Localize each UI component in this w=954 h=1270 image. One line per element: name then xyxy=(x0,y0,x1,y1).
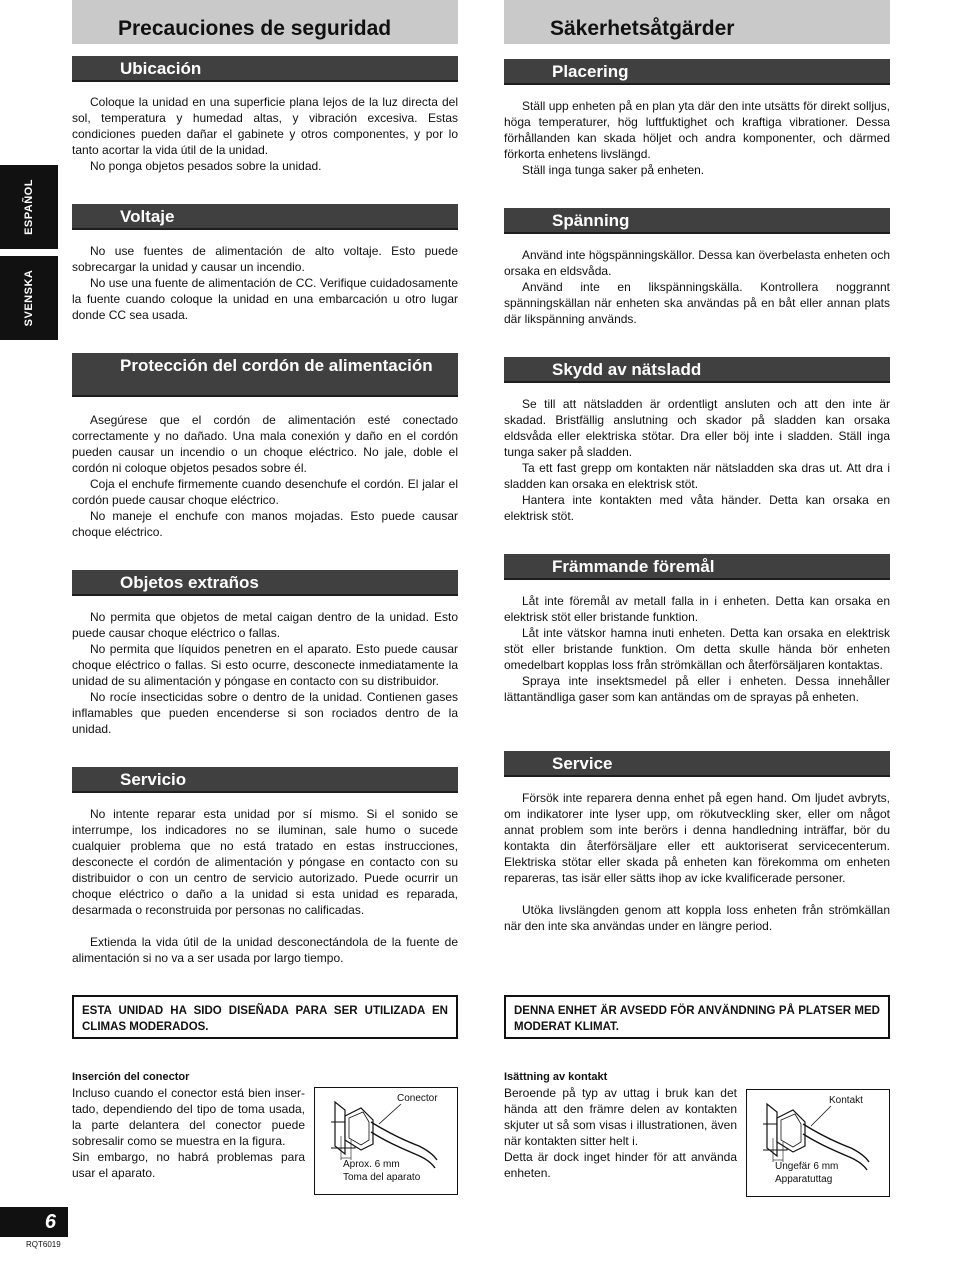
figure-label-size: Ungefär 6 mm xyxy=(775,1161,839,1172)
paragraph: Låt inte vätskor hamna inuti enheten. Detta kan orsaka en elektrisk stöt eller bristande funktion. Om detta skulle hända bör enheten omedelbart kopplas loss från strömkällan och återförsäljaren kontaktas. xyxy=(504,626,890,672)
paragraph: Coja el enchufe firmemente cuando desenchufe el cordón. El jalar el cordón puede causar choque eléctrico. xyxy=(72,477,458,507)
column-espanol xyxy=(72,0,458,1183)
document-code: RQT6019 xyxy=(26,1240,61,1249)
connector-text xyxy=(72,1085,305,1181)
section-body-objetos-extranos xyxy=(72,609,458,737)
paragraph: Försök inte reparera denna enhet på egen hand. Om ljudet avbryts, om indikatorer inte lyser upp, om rökutveckling sker, eller om något annat problem som inte berörs i denna handledning inträffar, bör du kontakta din återförsäljare eller ett auktoriserat servicecenterum. Elektriska stötar eller skada på enheten kan förekomma om enheten repareras, tas isär eller sätts ihop av icke kvalificerade personer. xyxy=(504,791,890,885)
climate-notice-box xyxy=(72,995,458,1039)
paragraph: No intente reparar esta unidad por sí mismo. Si el sonido se interrumpe, los indicadores no se iluminan, sale humo o sucede cualquier problema que no está tratado en estas instrucciones, desconecte el cordón de alimentación y póngase en contacto con su distribuidor o con un centro de servicio autorizado. Puede ocurrir un choque eléctrico o daño a la unidad si esta unidad es reparada, desarmada o reconstruida por personas no calificadas. xyxy=(72,807,458,917)
paragraph: No permita que objetos de metal caigan dentro de la unidad. Esto puede causar choque eléctrico o fallas. xyxy=(72,610,458,640)
section-heading-proteccion-cordon: Protección del cordón de alimentación xyxy=(72,353,458,397)
paragraph: No permita que líquidos penetren en el aparato. Esto puede causar choque eléctrico o fallas. Si esto ocurre, desconecte inmediatamente la unidad de su alimentación y póngase en contacto con su distribuidor. xyxy=(72,642,458,688)
paragraph: Beroende på typ av uttag i bruk kan det hända att den främre delen av kontakten skjuter ut så som visas i illustrationen, även när kontakten sitter helt i. xyxy=(504,1086,737,1148)
section-heading-skydd-natsladd: Skydd av nätsladd xyxy=(504,357,890,383)
paragraph: Hantera inte kontakten med våta händer. Detta kan orsaka en elektrisk stöt. xyxy=(504,493,890,523)
side-tab-label: SVENSKA xyxy=(23,269,35,327)
column-svenska xyxy=(504,0,890,1185)
paragraph: Låt inte föremål av metall falla in i enheten. Detta kan orsaka en elektrisk stöt eller bristande funktion. xyxy=(504,594,890,624)
paragraph: Använd inte en likspänningskälla. Kontrollera noggrannt spänningskällan när enheten ska användas på en båt eller annan plats där likspänning används. xyxy=(504,280,890,326)
climate-notice-box xyxy=(504,995,890,1039)
section-heading-spanning: Spänning xyxy=(504,208,890,234)
side-tab-svenska xyxy=(0,256,58,340)
paragraph: Spraya inte insektsmedel på eller i enheten. Dessa innehåller lättantändliga gaser som kan antändas om de sprayas på enheten. xyxy=(504,674,890,704)
section-body-ubicacion xyxy=(72,94,458,174)
section-heading-servicio: Servicio xyxy=(72,767,458,793)
section-body-placering xyxy=(504,98,890,178)
paragraph: No use fuentes de alimentación de alto voltaje. Esto puede sobrecargar la unidad y causar un incendio. xyxy=(72,244,458,274)
connector-figure xyxy=(746,1089,890,1197)
section-heading-voltaje: Voltaje xyxy=(72,204,458,230)
paragraph: Se till att nätsladden är ordentligt ansluten och att den inte är skadad. Bristfällig anslutning och skador på sladden kan orsaka eldsvåda eller elektriska stötar. Dra eller böj inte i sladden. Ställ inga tunga saker på sladden. xyxy=(504,397,890,459)
climate-notice-text: ESTA UNIDAD HA SIDO DISEÑADA PARA SER UTILIZADA EN CLIMAS MODERADOS. xyxy=(82,1005,448,1033)
section-heading-placering: Placering xyxy=(504,59,890,85)
side-tab-espanol xyxy=(0,165,58,249)
paragraph: Utöka livslängden genom att koppla loss enheten från strömkällan när den inte ska användas under en längre period. xyxy=(504,903,890,933)
page-title: Säkerhetsåtgärder xyxy=(504,0,890,44)
section-body-service xyxy=(504,790,890,934)
connector-text xyxy=(504,1085,737,1181)
paragraph: Asegúrese que el cordón de alimentación esté conectado correctamente y no dañado. Una mala conexión y daño en el cordón pueden causar un incendio o un choque eléctrico. No jale, doble el cordón ni coloque objetos pesados sobre él. xyxy=(72,413,458,475)
paragraph: No maneje el enchufe con manos mojadas. Esto puede causar choque eléctrico. xyxy=(72,509,458,539)
section-heading-service: Service xyxy=(504,751,890,777)
figure-label-connector: Kontakt xyxy=(829,1095,863,1106)
paragraph: Incluso cuando el conector está bien insertado, dependiendo del tipo de toma usada, la parte delantera del conector puede sobresalir como se muestra en la figura. xyxy=(72,1086,305,1148)
figure-label-size: Aprox. 6 mm xyxy=(343,1159,400,1170)
paragraph: Sin embargo, no habrá problemas para usar el aparato. xyxy=(72,1150,305,1180)
paragraph: Använd inte högspänningskällor. Dessa kan överbelasta enheten och orsaka en eldsvåda. xyxy=(504,248,890,278)
figure-label-outlet: Toma del aparato xyxy=(343,1172,421,1183)
section-body-spanning xyxy=(504,247,890,327)
figure-label-connector: Conector xyxy=(397,1093,438,1104)
side-tab-label: ESPAÑOL xyxy=(23,179,35,235)
paragraph: Detta är dock inget hinder för att använda enheten. xyxy=(504,1150,737,1180)
section-body-proteccion-cordon xyxy=(72,412,458,540)
connector-title: Isättning av kontakt xyxy=(504,1071,608,1083)
section-heading-objetos-extranos: Objetos extraños xyxy=(72,570,458,596)
section-body-frammande-foremal xyxy=(504,593,890,705)
paragraph: No ponga objetos pesados sobre la unidad. xyxy=(90,159,322,173)
paragraph: Extienda la vida útil de la unidad desconectándola de la fuente de alimentación si no va a ser usada por largo tiempo. xyxy=(72,935,458,965)
paragraph: No rocíe insecticidas sobre o dentro de la unidad. Contienen gases inflamables que pueden encenderse si son rociados dentro de la unidad. xyxy=(72,690,458,736)
page-number: 6 xyxy=(0,1207,68,1237)
section-body-servicio xyxy=(72,806,458,966)
connector-figure xyxy=(314,1087,458,1195)
section-heading-ubicacion: Ubicación xyxy=(72,56,458,82)
paragraph: Ta ett fast grepp om kontakten när nätsladden ska dras ut. Att dra i sladden kan orsaka en elektrisk stöt. xyxy=(504,461,890,491)
paragraph: Ställ inga tunga saker på enheten. xyxy=(522,163,705,177)
page-title: Precauciones de seguridad xyxy=(72,0,458,44)
section-body-voltaje xyxy=(72,243,458,323)
paragraph: No use una fuente de alimentación de CC. Verifique cuidadosamente la fuente cuando coloque la unidad en una embarcación u otro lugar donde CC sea usada. xyxy=(72,276,458,322)
paragraph: Ställ upp enheten på en plan yta där den inte utsätts för direkt solljus, höga temperaturer, hög luftfuktighet och kraftiga vibrationer. Dessa förhållanden kan skada höljet och andra komponenter, och därmed förkorta enhetens livslängd. xyxy=(504,99,890,161)
section-body-skydd-natsladd xyxy=(504,396,890,524)
paragraph: Coloque la unidad en una superficie plana lejos de la luz directa del sol, temperatura y humedad altas, y vibración excesiva. Estas condiciones pueden dañar el gabinete y otros componentes, y por lo tanto acortar la vida útil de la unidad. xyxy=(72,95,458,157)
climate-notice-text: DENNA ENHET ÄR AVSEDD FÖR ANVÄNDNING PÅ PLATSER MED MODERAT KLIMAT. xyxy=(514,1005,880,1033)
section-heading-frammande-foremal: Främmande föremål xyxy=(504,554,890,580)
connector-title: Inserción del conector xyxy=(72,1071,190,1083)
figure-label-outlet: Apparatuttag xyxy=(775,1174,833,1185)
